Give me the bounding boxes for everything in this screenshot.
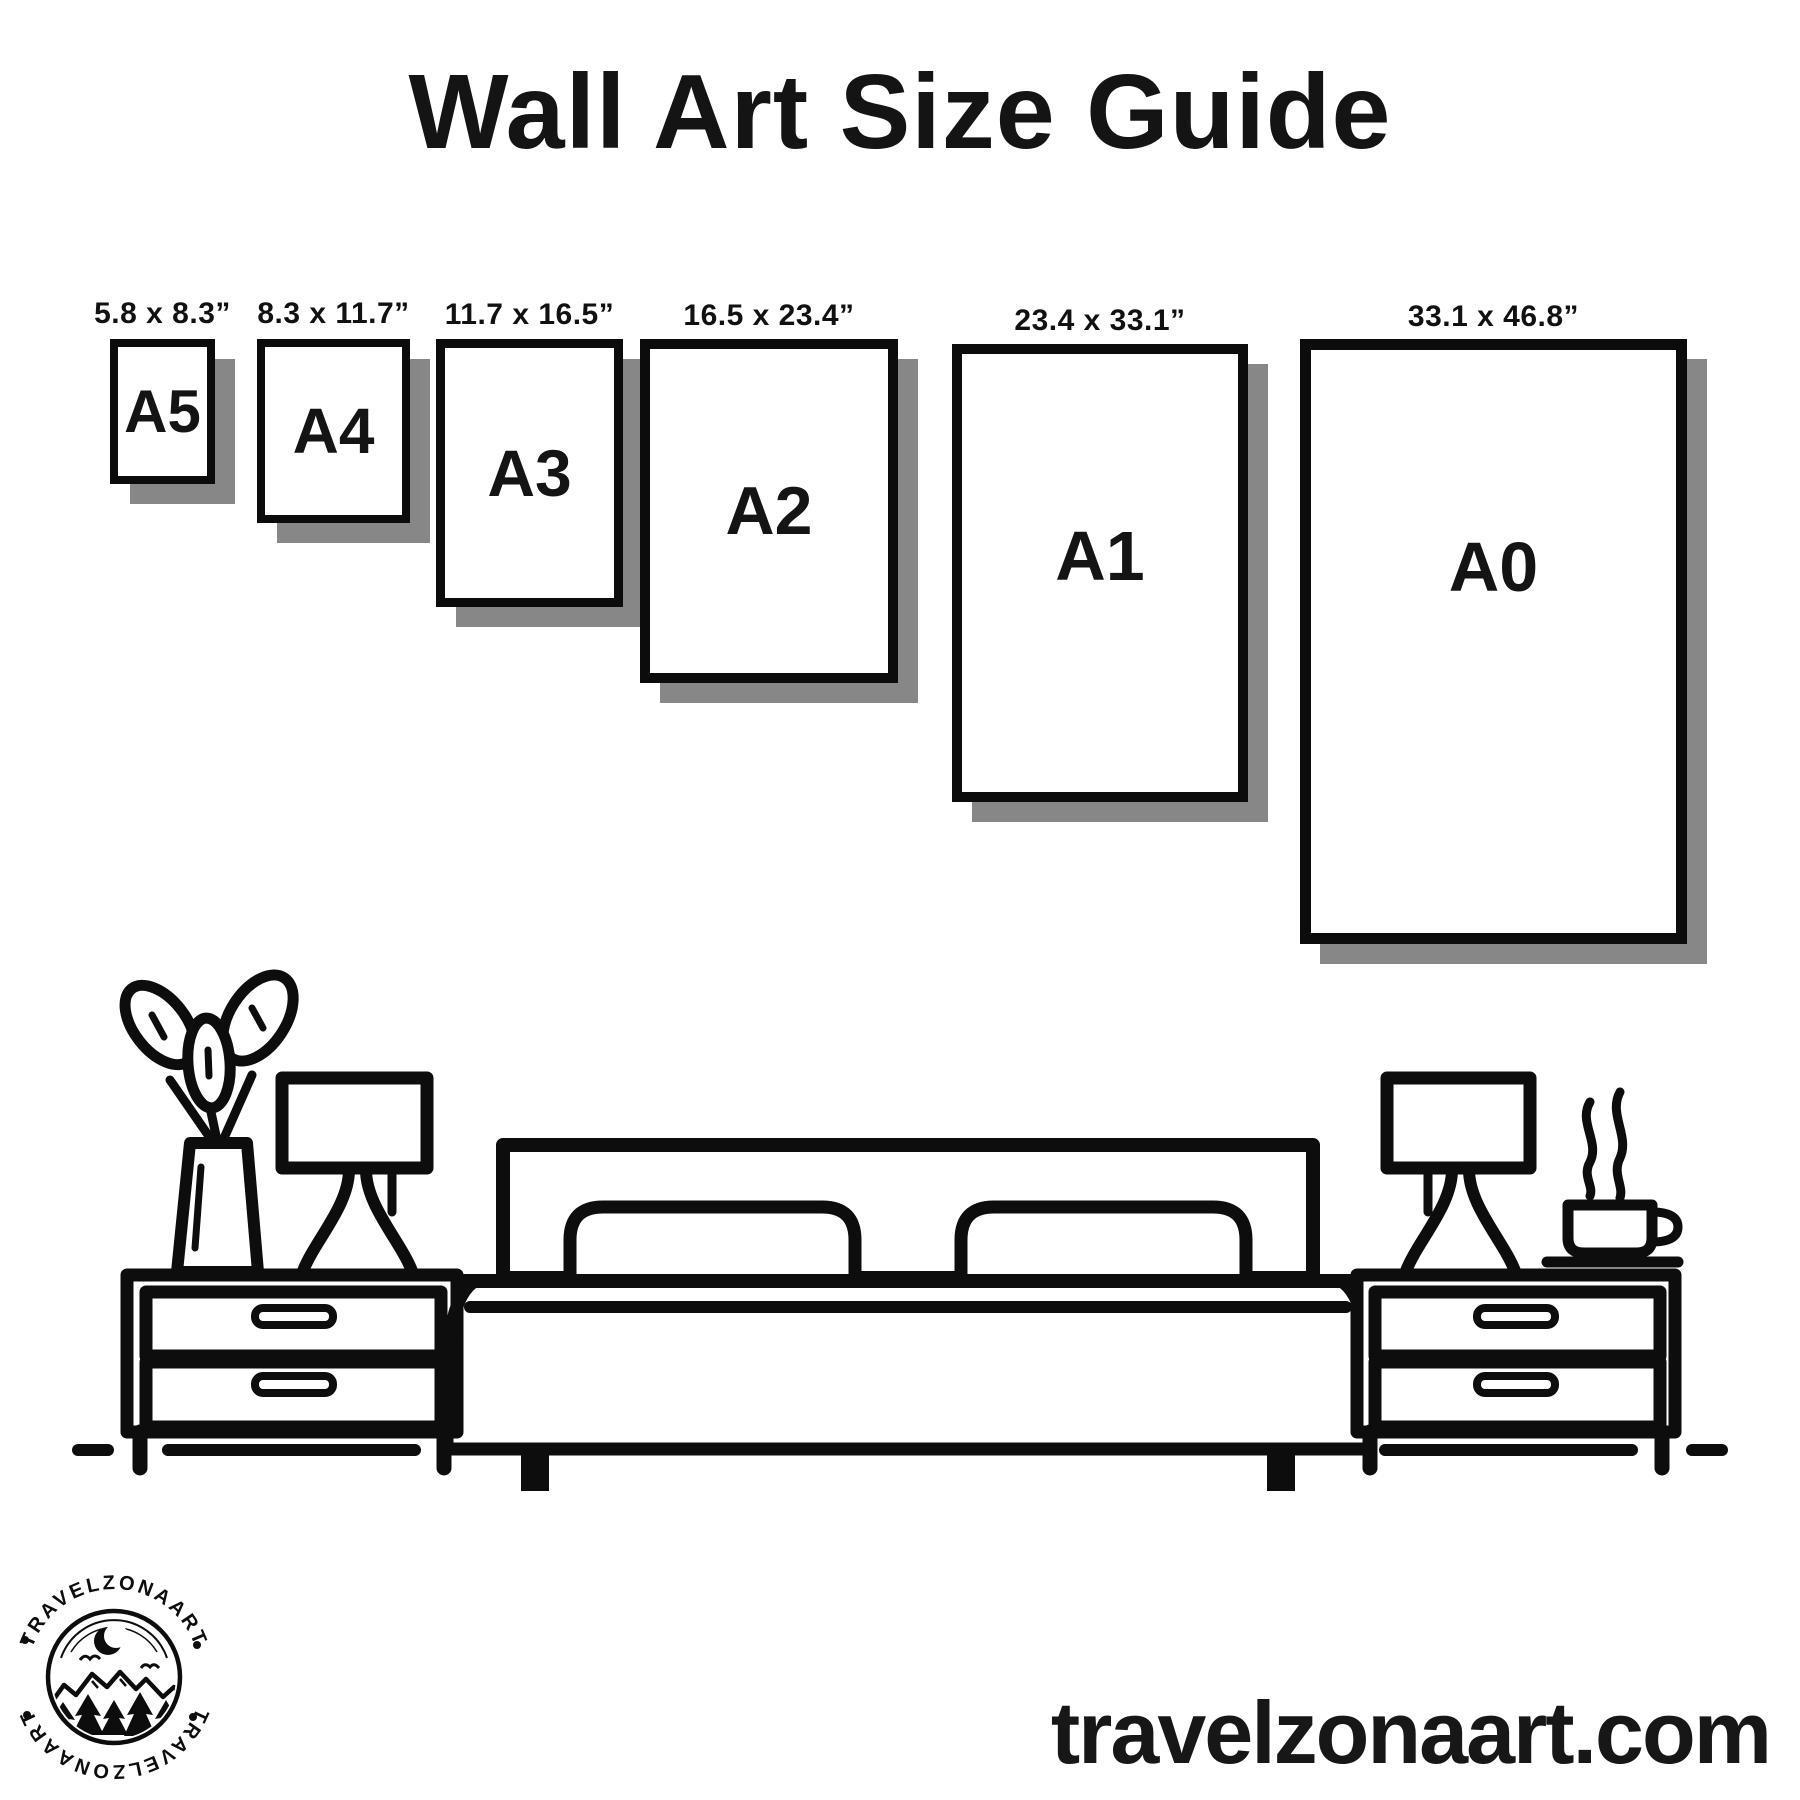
- page-title: Wall Art Size Guide: [408, 53, 1392, 171]
- nightstand-left-icon: [127, 1275, 457, 1468]
- table-lamp-right-icon: [1387, 1078, 1530, 1271]
- logo-badge-text-bottom: TRAVELZONAART: [15, 1705, 213, 1783]
- size-frame-a4: [257, 297, 410, 523]
- frame-letter-a2: A2: [725, 473, 813, 549]
- bedroom-illustration: [0, 950, 1800, 1510]
- brand-logo: [8, 1548, 223, 1793]
- frame-letter-a3: A3: [487, 436, 572, 510]
- size-label-a5: 5.8 x 8.3”: [94, 297, 231, 330]
- frame-letter-a0: A0: [1448, 527, 1539, 606]
- frame-letter-a4: A4: [292, 395, 375, 467]
- table-lamp-left-icon: [282, 1078, 427, 1271]
- frame-letter-a5: A5: [124, 378, 201, 445]
- size-label-a2: 16.5 x 23.4”: [683, 299, 855, 332]
- size-frame-a1: [952, 304, 1248, 802]
- coffee-cup-icon: [1547, 1092, 1678, 1262]
- size-label-a3: 11.7 x 16.5”: [444, 298, 615, 331]
- nightstand-right-icon: [1357, 1275, 1675, 1468]
- logo-badge-text-top: TRAVELZONAART: [16, 1571, 212, 1651]
- website-url: travelzonaart.com: [1050, 1683, 1770, 1782]
- size-label-a4: 8.3 x 11.7”: [257, 297, 410, 330]
- size-frame-a0: [1300, 300, 1687, 944]
- size-label-a1: 23.4 x 33.1”: [1014, 304, 1186, 337]
- bed-icon: [447, 1145, 1369, 1491]
- frame-letter-a1: A1: [1055, 516, 1145, 595]
- size-label-a0: 33.1 x 46.8”: [1407, 300, 1580, 333]
- size-frame-a5: [94, 297, 231, 484]
- size-frame-a2: [640, 299, 898, 683]
- size-frame-a3: [436, 298, 623, 607]
